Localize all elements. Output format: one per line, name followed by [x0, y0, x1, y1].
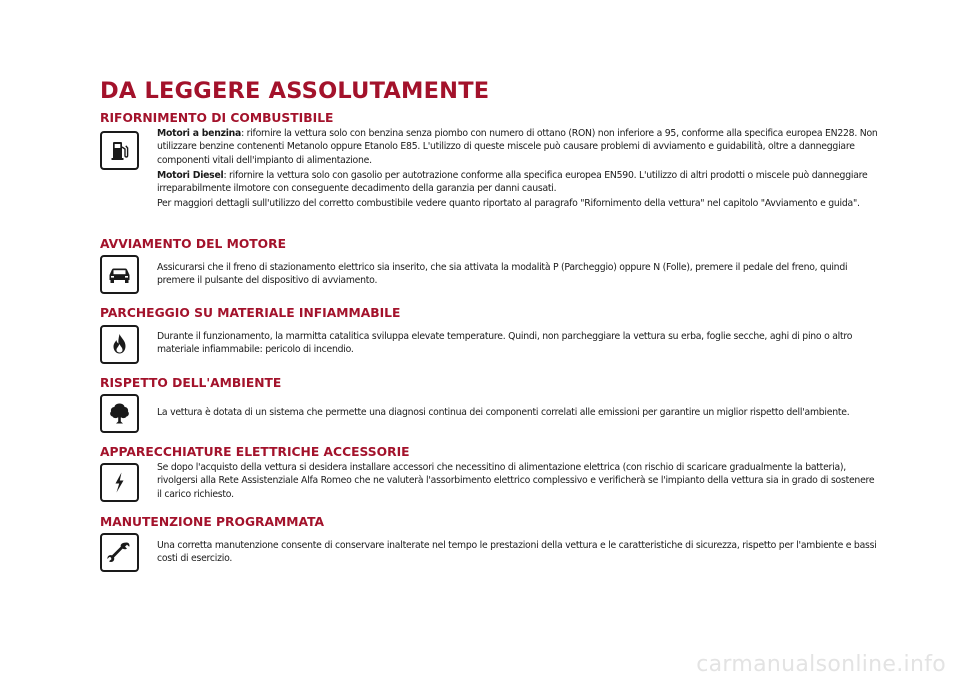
section-text — [157, 127, 881, 210]
paragraph: La vettura è dotata di un sistema che permette una diagnosi continua dei componenti correlati alle emissioni per garantire un miglior rispetto dell'ambiente. — [157, 407, 850, 418]
page-title: DA LEGGERE ASSOLUTAMENTE — [100, 78, 490, 104]
paragraph: Per maggiori dettagli sull'utilizzo del corretto combustibile vedere quanto riportato al paragrafo "Rifornimento della vettura" nel capitolo "Avviamento e guida". — [157, 198, 860, 210]
section-title: AVVIAMENTO DEL MOTORE — [100, 237, 286, 251]
section-engine-start — [100, 237, 880, 287]
section-text — [157, 539, 881, 566]
section-title: RIFORNIMENTO DI COMBUSTIBILE — [100, 111, 334, 125]
section-title: RISPETTO DELL'AMBIENTE — [100, 376, 282, 390]
watermark: carmanualsonline.info — [696, 652, 946, 677]
section-text — [157, 406, 881, 419]
section-electrical-accessories — [100, 445, 880, 500]
section-text — [157, 461, 881, 501]
section-text — [157, 261, 881, 288]
paragraph: Una corretta manutenzione consente di conservare inalterate nel tempo le prestazioni della vettura e le caratteristiche di sicurezza, rispetto per l'ambiente e bassi costi di esercizio. — [157, 540, 877, 565]
section-fuel — [100, 111, 880, 210]
paragraph: Se dopo l'acquisto della vettura si desidera installare accessori che necessitino di alimentazione elettrica (con rischio di scaricare gradualmente la batteria), rivolgersi alla Rete Assistenziale Alfa Romeo che ne valuterà l'assorbimento elettrico complessivo e verificherà se l'impianto della vettura sia in grado di sostenere il carico richiesto. — [157, 462, 875, 500]
flame-icon — [100, 325, 139, 364]
tree-icon — [100, 394, 139, 433]
section-scheduled-maintenance — [100, 515, 880, 565]
fuel-pump-icon — [100, 131, 139, 170]
section-title: MANUTENZIONE PROGRAMMATA — [100, 515, 325, 529]
section-title: PARCHEGGIO SU MATERIALE INFIAMMABILE — [100, 306, 401, 320]
paragraph: Durante il funzionamento, la marmitta catalitica sviluppa elevate temperature. Quindi, non parcheggiare la vettura su erba, foglie secche, aghi di pino o altro materiale infiammabile: pericolo di incendio. — [157, 331, 853, 356]
lightning-icon — [100, 463, 139, 502]
section-parking-flammable — [100, 306, 880, 356]
section-environment — [100, 376, 880, 418]
car-icon — [100, 255, 139, 294]
section-text — [157, 330, 881, 357]
paragraph: Motori a benzina: rifornire la vettura solo con benzina senza piombo con numero di ottano (RON) non inferiore a 95, conforme alla specifica europea EN228. Non utilizzare benzine contenenti Metanolo oppure Etanolo E85. L'utilizzo di queste miscele può causare problemi di avviamento e guidabilità, oltre a danneggiare componenti vitali dell'impianto di alimentazione. — [157, 128, 878, 166]
paragraph: Motori Diesel: rifornire la vettura solo con gasolio per autotrazione conforme alla specifica europea EN590. L'utilizzo di altri prodotti o miscele può danneggiare irreparabilmente ilmotore con conseguente decadimento della garanzia per danni causati. — [157, 169, 868, 195]
section-title: APPARECCHIATURE ELETTRICHE ACCESSORIE — [100, 445, 410, 459]
wrench-icon — [100, 533, 139, 572]
paragraph: Assicurarsi che il freno di stazionamento elettrico sia inserito, che sia attivata la modalità P (Parcheggio) oppure N (Folle), premere il pedale del freno, quindi premere il pulsante del dispositivo di avviamento. — [157, 262, 848, 287]
